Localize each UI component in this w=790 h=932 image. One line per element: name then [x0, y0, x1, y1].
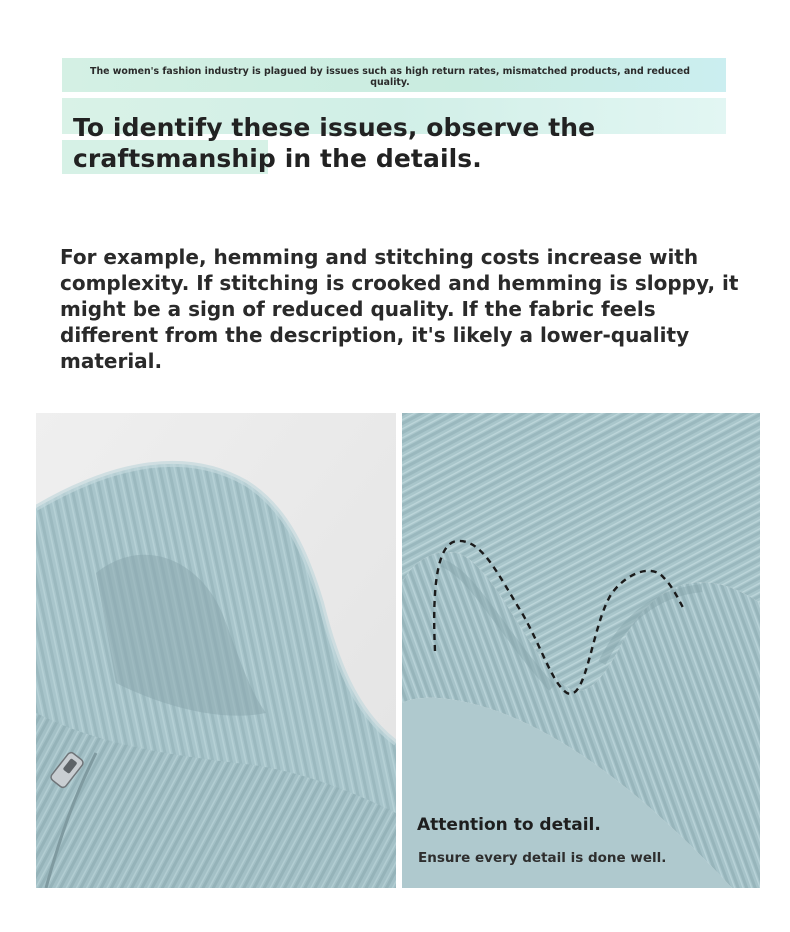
caption-title: Attention to detail. [417, 815, 601, 835]
banner-text: The women's fashion industry is plagued by issues such as high return rates, mismatched products, and reduced quality. [90, 66, 690, 88]
hoodie-zipper-photo [36, 413, 396, 888]
body-paragraph: For example, hemming and stitching costs increase with complexity. If stitching is crooked and hemming is sloppy, it might be a sign of reduced quality. If the fabric feels different from the description, it's likely a lower-quality material. [60, 245, 739, 373]
caption-subtitle: Ensure every detail is done well. [418, 850, 667, 866]
headline [73, 112, 773, 174]
headline-line-1: To identify these issues, observe the [73, 113, 596, 142]
headline-line-2: craftsmanship in the details. [73, 144, 482, 173]
